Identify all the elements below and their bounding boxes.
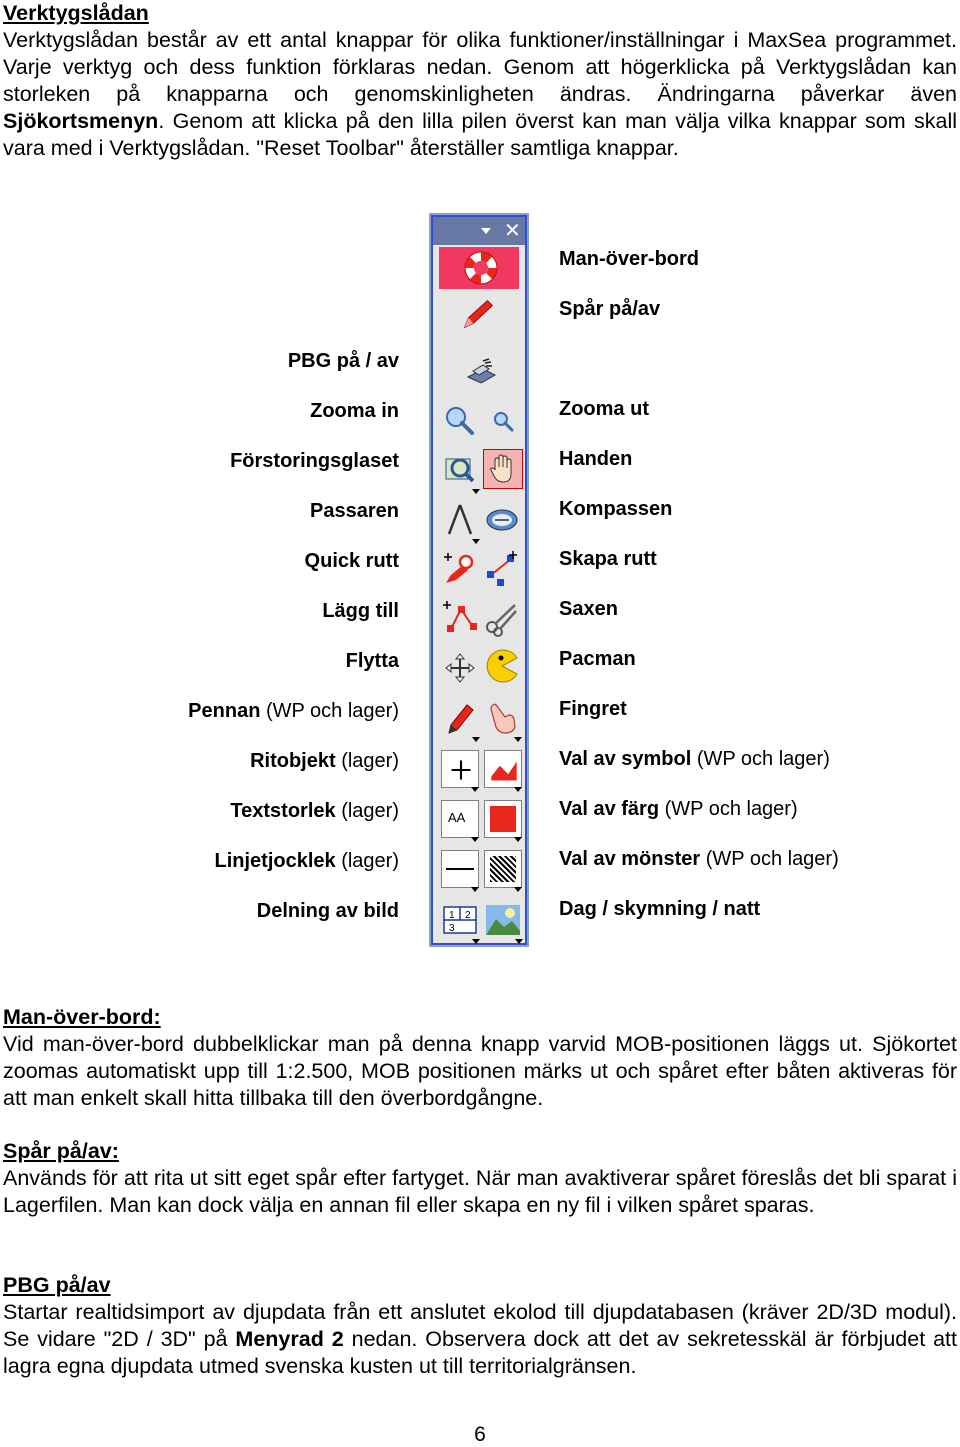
section-heading: Spår på/av: bbox=[3, 1139, 119, 1163]
echosounder-icon bbox=[463, 353, 501, 391]
scissors-button[interactable] bbox=[483, 599, 521, 637]
magnifier-button[interactable] bbox=[441, 451, 479, 489]
magnifier-map-icon bbox=[441, 451, 479, 489]
intro-paragraph bbox=[3, 0, 957, 162]
dropdown-arrow-icon bbox=[471, 837, 479, 842]
close-icon[interactable]: ✕ bbox=[504, 218, 521, 242]
hand-icon bbox=[484, 450, 522, 488]
quick-route-icon bbox=[441, 549, 479, 587]
zoom-out-button[interactable] bbox=[483, 403, 521, 441]
toolbox-titlebar bbox=[433, 217, 525, 245]
label-draw-object: Ritobjekt (lager) bbox=[250, 750, 399, 772]
line-width-button[interactable] bbox=[441, 850, 479, 888]
pattern-select-button[interactable] bbox=[484, 850, 522, 888]
label-pacman: Pacman bbox=[559, 648, 636, 670]
section-track bbox=[3, 1138, 957, 1219]
day-night-button[interactable] bbox=[484, 901, 522, 939]
dropdown-arrow-icon bbox=[514, 887, 522, 892]
section-text-2: nedan. Observera dock att det av sekretesskäl är förbjudet att lagra egna djupdata utmed svenska kusten ut till territorialgränsen. bbox=[3, 1327, 957, 1378]
hand-button[interactable] bbox=[483, 449, 523, 489]
section-text-1: Startar realtidsimport av djupdata från ett anslutet ekolod till djupdatabasen (kräver 2D/3D modul). Se vidare "2D / 3D" på bbox=[3, 1300, 957, 1351]
dropdown-arrow-icon bbox=[471, 787, 479, 792]
dividers-button[interactable] bbox=[441, 501, 479, 539]
dropdown-arrow-icon bbox=[514, 837, 522, 842]
label-split-view: Delning av bild bbox=[256, 900, 399, 922]
section-man-overboard bbox=[3, 1004, 957, 1112]
compass-button[interactable] bbox=[483, 501, 521, 539]
label-zoom-in: Zooma in bbox=[310, 400, 399, 422]
dropdown-arrow-icon bbox=[472, 737, 480, 742]
label-dividers: Passaren bbox=[310, 500, 399, 522]
dropdown-arrow-icon bbox=[472, 539, 480, 544]
label-magnifier: Förstoringsglaset bbox=[230, 450, 399, 472]
text-size-icon: AA bbox=[448, 810, 466, 825]
finger-icon bbox=[483, 699, 521, 737]
dropdown-arrow-icon bbox=[471, 887, 479, 892]
label-compass: Kompassen bbox=[559, 498, 673, 520]
dropdown-arrow-icon bbox=[514, 737, 522, 742]
label-symbol: Val av symbol (WP och lager) bbox=[559, 748, 830, 770]
crayon-icon bbox=[459, 295, 497, 333]
page-title: Verktygslådan bbox=[3, 1, 149, 25]
color-swatch-icon bbox=[490, 806, 516, 832]
dividers-icon bbox=[441, 501, 479, 539]
move-icon bbox=[441, 649, 479, 687]
split-label-1: 1 bbox=[449, 910, 455, 921]
intro-text-2: . Genom att klicka på den lilla pilen överst kan man välja vilka knappar som skall vara med i Verktygslådan. "Reset Toolbar" återställer samtliga knappar. bbox=[3, 109, 957, 160]
label-create-route: Skapa rutt bbox=[559, 548, 657, 570]
compass-icon bbox=[483, 501, 521, 539]
toolbox-window bbox=[429, 213, 529, 947]
section-text-bold: Menyrad 2 bbox=[235, 1327, 344, 1351]
label-scissors: Saxen bbox=[559, 598, 618, 620]
label-pbg: PBG på / av bbox=[287, 350, 399, 372]
label-pattern: Val av mönster (WP och lager) bbox=[559, 848, 839, 870]
label-track: Spår på/av bbox=[559, 298, 661, 320]
section-text: Används för att rita ut sitt eget spår efter fartyget. När man avaktiverar spåret föreslås det bli sparat i Lagerfilen. Man kan dock välja en annan fil eller skapa en ny fil i vilken spåret sparas. bbox=[3, 1166, 957, 1217]
label-finger: Fingret bbox=[559, 698, 627, 720]
dropdown-arrow-icon bbox=[515, 939, 523, 944]
create-route-button[interactable] bbox=[483, 549, 521, 587]
crosshair-icon bbox=[442, 751, 480, 789]
create-route-icon bbox=[483, 549, 521, 587]
landscape-icon bbox=[484, 901, 522, 939]
split-label-3: 3 bbox=[449, 923, 455, 934]
section-pbg bbox=[3, 1272, 957, 1380]
label-day-night: Dag / skymning / natt bbox=[559, 898, 761, 920]
split-label-2: 2 bbox=[465, 910, 471, 921]
symbol-icon bbox=[485, 751, 523, 789]
text-size-button[interactable] bbox=[441, 800, 479, 838]
zoom-in-icon bbox=[441, 403, 479, 441]
label-hand: Handen bbox=[559, 448, 633, 470]
symbol-select-button[interactable] bbox=[484, 750, 522, 788]
label-quick-route: Quick rutt bbox=[304, 550, 399, 572]
dropdown-arrow-icon bbox=[472, 939, 480, 944]
add-point-button[interactable] bbox=[441, 599, 479, 637]
pen-icon bbox=[441, 699, 479, 737]
scissors-icon bbox=[483, 599, 521, 637]
pattern-icon bbox=[490, 856, 516, 882]
lifebuoy-icon bbox=[439, 247, 519, 289]
label-text-size: Textstorlek (lager) bbox=[230, 800, 399, 822]
label-add: Lägg till bbox=[322, 600, 399, 622]
label-pen: Pennan (WP och lager) bbox=[188, 700, 399, 722]
section-text: Vid man-över-bord dubbelklickar man på denna knapp varvid MOB-positionen läggs ut. Sjökortet zoomas automatiskt upp till 1:2.500, MOB positionen märks ut och spåret efter båten aktiveras för att man enkelt skall hitta tillbaka till den överbordgångne. bbox=[3, 1032, 957, 1110]
section-heading: PBG på/av bbox=[3, 1273, 111, 1297]
page-number: 6 bbox=[474, 1423, 486, 1446]
finger-button[interactable] bbox=[483, 699, 521, 737]
pacman-button[interactable] bbox=[483, 647, 521, 685]
man-overboard-button[interactable] bbox=[439, 247, 519, 289]
zoom-out-icon bbox=[483, 403, 521, 441]
pbg-toggle-button[interactable] bbox=[463, 353, 501, 391]
label-man-overboard: Man-över-bord bbox=[559, 248, 699, 270]
split-view-icon bbox=[441, 901, 479, 939]
section-heading: Man-över-bord: bbox=[3, 1005, 161, 1029]
label-line-width: Linjetjocklek (lager) bbox=[214, 850, 399, 872]
draw-object-button[interactable] bbox=[441, 750, 479, 788]
dropdown-arrow-icon[interactable] bbox=[481, 228, 491, 234]
label-color: Val av färg (WP och lager) bbox=[559, 798, 798, 820]
toolbox-panel bbox=[433, 245, 525, 943]
pen-button[interactable] bbox=[441, 699, 479, 737]
quick-route-button[interactable] bbox=[441, 549, 479, 587]
split-view-button[interactable] bbox=[441, 901, 479, 939]
add-point-icon bbox=[441, 599, 479, 637]
line-width-icon bbox=[446, 868, 474, 870]
label-move: Flytta bbox=[345, 650, 399, 672]
track-toggle-button[interactable] bbox=[459, 295, 499, 335]
zoom-in-button[interactable] bbox=[441, 403, 479, 441]
intro-text-bold: Sjökortsmenyn bbox=[3, 109, 159, 133]
dropdown-arrow-icon bbox=[472, 489, 480, 494]
pacman-icon bbox=[483, 647, 521, 685]
dropdown-arrow-icon bbox=[514, 787, 522, 792]
color-select-button[interactable] bbox=[484, 800, 522, 838]
label-zoom-out: Zooma ut bbox=[559, 398, 649, 420]
intro-text-1: Verktygslådan består av ett antal knappar för olika funktioner/inställningar i MaxSea programmet. Varje verktyg och dess funktion förklaras nedan. Genom att högerklicka på Verktygslådan kan storleken på knapparna och genomskinligheten ändras. Ändringarna påverkar även bbox=[3, 28, 957, 106]
move-button[interactable] bbox=[441, 649, 479, 687]
